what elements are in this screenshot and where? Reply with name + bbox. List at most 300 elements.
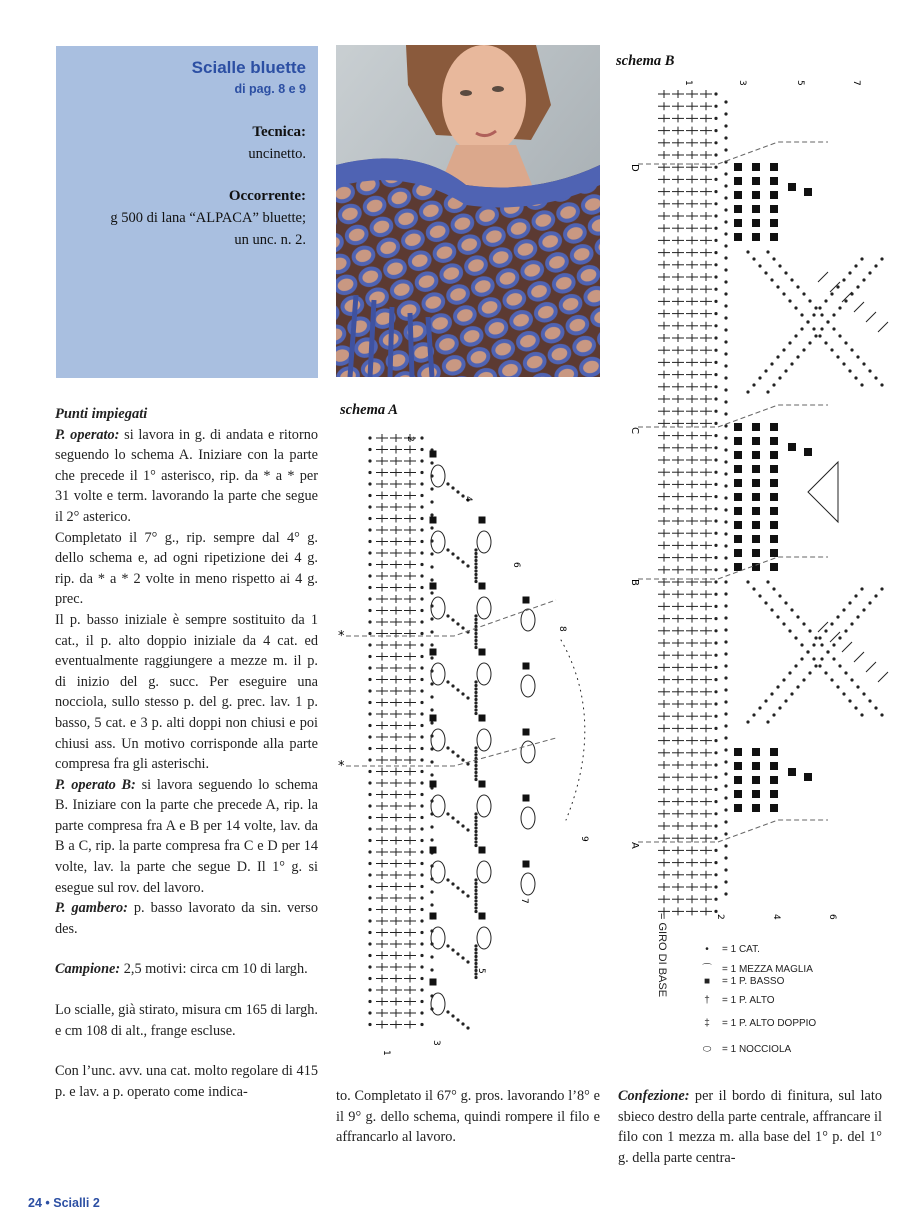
pattern-title: Scialle bluette: [191, 58, 306, 77]
chain-dot: [724, 592, 727, 595]
chain-dot: [794, 636, 797, 639]
text-gambero: p. basso lavorato da sin. verso des.: [55, 900, 318, 937]
chain-dot: [806, 650, 809, 653]
chain-dot: [752, 713, 755, 716]
chain-dot: [420, 816, 423, 819]
chain-dot: [776, 615, 779, 618]
chain-dot: [368, 758, 371, 761]
chain-dot: [880, 383, 883, 386]
basso-square: [430, 517, 437, 524]
chain-dot: [714, 812, 717, 815]
chain-dot: [474, 896, 477, 899]
chain-dot: [430, 955, 433, 958]
chain-dot: [368, 965, 371, 968]
chain-dot: [808, 671, 811, 674]
chain-dot: [848, 699, 851, 702]
term-campione: Campione:: [55, 961, 121, 978]
chain-dot: [848, 369, 851, 372]
chain-dot: [724, 184, 727, 187]
treble-stitch: [830, 632, 840, 642]
chain-dot: [368, 528, 371, 531]
basso-square: [770, 479, 778, 487]
chain-dot: [776, 685, 779, 688]
nut-stitch: [521, 807, 535, 829]
chain-dot: [724, 256, 727, 259]
chain-dot: [451, 486, 454, 489]
chain-dot: [368, 908, 371, 911]
model-photo-illustration: [336, 45, 600, 377]
nut-stitch: [431, 663, 445, 685]
chain-dot: [474, 878, 477, 881]
basso-square: [430, 913, 437, 920]
chain-dot: [714, 410, 717, 413]
basso-square: [804, 773, 812, 781]
chain-dot: [778, 594, 781, 597]
chain-dot: [724, 388, 727, 391]
chain-dot: [714, 519, 717, 522]
chain-dot: [724, 232, 727, 235]
basso-square: [734, 804, 742, 812]
legend-item-mezza-maglia: [692, 960, 813, 975]
chain-dot: [778, 376, 781, 379]
chain-dot: [474, 760, 477, 763]
chain-dot: [420, 689, 423, 692]
chain-dot: [714, 153, 717, 156]
fan-stitch: [808, 462, 838, 522]
chain-dot: [862, 692, 865, 695]
chain-dot: [474, 885, 477, 888]
chain-dot: [758, 706, 761, 709]
chain-dot: [724, 244, 727, 247]
basso-square: [752, 762, 760, 770]
chain-dot: [714, 117, 717, 120]
basso-square: [788, 443, 796, 451]
chain-dot: [818, 664, 821, 667]
chain-dot: [451, 1014, 454, 1017]
chain-dot: [430, 565, 433, 568]
paragraph-campione: [55, 959, 318, 980]
basso-square: [479, 715, 486, 722]
chain-dot: [474, 844, 477, 847]
row-number: 2: [405, 436, 415, 442]
basso-square: [734, 479, 742, 487]
occorrente-line-2: un unc. n. 2.: [234, 232, 306, 248]
chain-dot: [714, 641, 717, 644]
chain-dot: [844, 629, 847, 632]
chain-dot: [724, 892, 727, 895]
chain-dot: [474, 837, 477, 840]
chain-dot: [420, 448, 423, 451]
chain-dot: [782, 622, 785, 625]
square-icon: ■: [703, 976, 711, 987]
text-campione: 2,5 motivi: circa cm 10 di largh.: [120, 961, 308, 978]
chain-dot: [714, 251, 717, 254]
chain-dot: [724, 832, 727, 835]
chain-dot: [368, 850, 371, 853]
chain-dot: [724, 316, 727, 319]
nut-stitch: [431, 927, 445, 949]
chain-dot: [820, 643, 823, 646]
chain-dot: [824, 299, 827, 302]
chain-dot: [808, 299, 811, 302]
chain-dot: [714, 739, 717, 742]
basso-square: [734, 205, 742, 213]
chain-dot: [746, 390, 749, 393]
basso-square: [770, 465, 778, 473]
chain-dot: [724, 544, 727, 547]
chain-dot: [724, 880, 727, 883]
chain-dot: [451, 552, 454, 555]
chain-dot: [830, 348, 833, 351]
chain-dot: [854, 706, 857, 709]
chain-dot: [724, 580, 727, 583]
chain-dot: [836, 615, 839, 618]
chain-dot: [714, 861, 717, 864]
chain-dot: [420, 793, 423, 796]
chain-dot: [420, 574, 423, 577]
chain-dot: [430, 591, 433, 594]
chain-dot: [474, 955, 477, 958]
chain-dot: [474, 892, 477, 895]
chain-dot: [451, 948, 454, 951]
chain-dot: [850, 348, 853, 351]
chain-dot: [788, 671, 791, 674]
chain-dot: [420, 1000, 423, 1003]
chain-dot: [474, 767, 477, 770]
chain-dot: [802, 622, 805, 625]
chain-dot: [420, 735, 423, 738]
chain-dot: [796, 615, 799, 618]
chain-dot: [832, 313, 835, 316]
chain-dot: [474, 701, 477, 704]
chain-dot: [714, 873, 717, 876]
chain-dot: [714, 227, 717, 230]
chain-dot: [474, 618, 477, 621]
nut-stitch: [431, 795, 445, 817]
legend-item-p-alto-doppio: [692, 1018, 816, 1029]
chain-dot: [474, 555, 477, 558]
chain-dot: [474, 944, 477, 947]
basso-square: [770, 423, 778, 431]
chain-dot: [474, 753, 477, 756]
chain-dot: [724, 640, 727, 643]
chain-dot: [368, 804, 371, 807]
chain-dot: [724, 784, 727, 787]
chain-dot: [474, 691, 477, 694]
chain-dot: [802, 678, 805, 681]
chain-dot: [724, 760, 727, 763]
chain-dot: [456, 886, 459, 889]
basso-square: [770, 748, 778, 756]
legend-label: = 1 MEZZA MAGLIA: [722, 964, 813, 975]
chain-dot: [430, 695, 433, 698]
row-number: 4: [463, 496, 473, 502]
chain-dot: [474, 566, 477, 569]
basso-square: [770, 205, 778, 213]
chain-dot: [820, 657, 823, 660]
basso-square: [788, 768, 796, 776]
chain-dot: [724, 652, 727, 655]
basso-square: [734, 163, 742, 171]
chain-dot: [474, 882, 477, 885]
paragraph-details: Il p. basso iniziale è sempre sostituito da 1 cat., il p. alto doppio iniziale da 4 cat. ed eventualmente raggiungere a mezze m. il p. di inizio del g. succ. Per eseguire una nocciola, sullo stesso p. del g. prec. lav. 1 p. basso, 5 cat. e 3 p. alti doppi non chiusi e poi chiusi ass. Un motivo corrisponde alla parte compresa fra gli asterischi.: [55, 611, 318, 773]
chain-dot: [800, 327, 803, 330]
chain-dot: [782, 678, 785, 681]
chain-dot: [784, 271, 787, 274]
basso-square: [770, 804, 778, 812]
basso-square: [479, 583, 486, 590]
chain-dot: [724, 424, 727, 427]
page-reference: di pag. 8 e 9: [234, 82, 306, 96]
chain-dot: [794, 664, 797, 667]
chain-dot: [772, 713, 775, 716]
basso-square: [752, 177, 760, 185]
chain-dot: [446, 614, 449, 617]
row-number: 7: [519, 898, 529, 904]
chain-dot: [844, 341, 847, 344]
chain-dot: [778, 706, 781, 709]
chain-dot: [420, 563, 423, 566]
row-number: 6: [511, 562, 521, 568]
chain-dot: [776, 355, 779, 358]
chain-dot: [456, 1018, 459, 1021]
repeat-line: [346, 600, 556, 636]
paragraph-start: Con l’unc. avv. una cat. molto regolare di 415 p. e lav. a p. operato come indica-: [55, 1063, 318, 1100]
basso-square: [479, 913, 486, 920]
chain-dot: [860, 383, 863, 386]
chain-dot: [714, 471, 717, 474]
basso-square: [734, 776, 742, 784]
chain-dot: [824, 341, 827, 344]
chain-dot: [420, 919, 423, 922]
basso-square: [752, 191, 760, 199]
chain-dot: [790, 692, 793, 695]
chain-dot: [814, 664, 817, 667]
chain-dot: [368, 586, 371, 589]
chain-dot: [474, 642, 477, 645]
chain-dot: [451, 750, 454, 753]
chain-dot: [461, 956, 464, 959]
term-punto-operato: P. operato:: [55, 426, 120, 443]
chain-dot: [812, 643, 815, 646]
repeat-asterisk: *: [338, 629, 345, 644]
chain-dot: [808, 629, 811, 632]
basso-square: [752, 790, 760, 798]
chain-dot: [368, 919, 371, 922]
chain-dot: [430, 682, 433, 685]
chain-dot: [776, 285, 779, 288]
chain-dot: [818, 334, 821, 337]
basso-square: [479, 517, 486, 524]
chain-dot: [724, 364, 727, 367]
chain-dot: [420, 781, 423, 784]
chain-dot: [456, 754, 459, 757]
chain-dot: [714, 178, 717, 181]
chain-dot: [752, 383, 755, 386]
chain-dot: [844, 299, 847, 302]
chain-dot: [420, 827, 423, 830]
chain-dot: [746, 250, 749, 253]
chain-dot: [430, 838, 433, 841]
chain-dot: [724, 748, 727, 751]
chain-dot: [714, 361, 717, 364]
chain-dot: [420, 632, 423, 635]
chain-dot: [368, 459, 371, 462]
chain-dot: [451, 684, 454, 687]
chain-dot: [800, 657, 803, 660]
chain-dot: [714, 763, 717, 766]
chain-dot: [474, 548, 477, 551]
chain-dot: [446, 812, 449, 815]
chain-dot: [724, 628, 727, 631]
chain-dot: [420, 1023, 423, 1026]
repeat-line: [638, 557, 828, 579]
chain-dot: [714, 898, 717, 901]
chain-dot: [714, 800, 717, 803]
basso-square: [752, 451, 760, 459]
chain-dot: [714, 202, 717, 205]
chain-dot: [824, 629, 827, 632]
chain-dot: [714, 507, 717, 510]
repeat-mark: B: [629, 579, 640, 586]
chain-dot: [368, 954, 371, 957]
text-confezione: per il bordo di finitura, sul lato sbieco destro della parte centrale, affrancare il filo con 1 mezza m. alla base del 1° p. del 1° g. della parte centra-: [618, 1088, 882, 1166]
chain-dot: [368, 471, 371, 474]
chain-dot: [456, 556, 459, 559]
chain-dot: [420, 597, 423, 600]
chain-dot: [714, 105, 717, 108]
chain-dot: [724, 520, 727, 523]
chain-dot: [461, 692, 464, 695]
chain-dot: [466, 696, 469, 699]
chain-dot: [724, 676, 727, 679]
chain-dot: [420, 643, 423, 646]
chain-dot: [724, 484, 727, 487]
chain-dot: [874, 594, 877, 597]
chain-dot: [466, 960, 469, 963]
chain-dot: [724, 112, 727, 115]
paragraph-confezione: [618, 1086, 882, 1168]
chain-dot: [368, 793, 371, 796]
chain-dot: [714, 141, 717, 144]
chain-dot: [772, 587, 775, 590]
chain-dot: [724, 772, 727, 775]
chain-dot: [784, 369, 787, 372]
basso-square: [734, 549, 742, 557]
chain-dot: [796, 355, 799, 358]
row-number: 6: [827, 914, 837, 920]
basso-square: [430, 781, 437, 788]
chain-dot: [714, 532, 717, 535]
chain-dot: [812, 327, 815, 330]
chain-dot: [368, 563, 371, 566]
nut-stitch: [521, 873, 535, 895]
chain-dot: [368, 678, 371, 681]
chain-dot: [714, 239, 717, 242]
chain-dot: [724, 868, 727, 871]
chain-dot: [474, 632, 477, 635]
chain-dot: [848, 601, 851, 604]
chain-dot: [430, 513, 433, 516]
chain-dot: [368, 931, 371, 934]
chain-dot: [420, 655, 423, 658]
chain-dot: [800, 313, 803, 316]
chain-dot: [842, 692, 845, 695]
chain-dot: [430, 461, 433, 464]
legend-label: = 1 P. ALTO: [722, 995, 775, 1006]
chain-dot: [832, 657, 835, 660]
chain-dot: [368, 448, 371, 451]
model-photo: [336, 45, 600, 377]
chain-dot: [714, 910, 717, 913]
chain-dot: [862, 608, 865, 611]
basso-square: [752, 437, 760, 445]
schema-a-chart: [336, 420, 606, 1060]
chain-dot: [474, 906, 477, 909]
chain-dot: [420, 494, 423, 497]
chain-dot: [770, 608, 773, 611]
chain-dot: [764, 699, 767, 702]
chain-dot: [788, 341, 791, 344]
chain-dot: [764, 271, 767, 274]
chain-dot: [420, 540, 423, 543]
chain-dot: [474, 635, 477, 638]
paragraph-punto-operato-b: [55, 775, 318, 899]
chain-dot: [772, 383, 775, 386]
chain-dot: [782, 348, 785, 351]
chain-dot: [474, 552, 477, 555]
chain-dot: [714, 92, 717, 95]
chain-dot: [420, 505, 423, 508]
chain-dot: [368, 781, 371, 784]
paragraph-measurements: Lo scialle, già stirato, misura cm 165 di largh. e cm 108 di alt., frange escluse.: [55, 1002, 318, 1039]
basso-square: [479, 649, 486, 656]
chain-dot: [724, 700, 727, 703]
chain-dot: [826, 320, 829, 323]
basso-square: [770, 493, 778, 501]
chain-dot: [714, 751, 717, 754]
legend-item-p-basso: [692, 976, 784, 987]
chain-dot: [724, 196, 727, 199]
chain-dot: [474, 812, 477, 815]
chain-dot: [430, 656, 433, 659]
basso-square: [734, 493, 742, 501]
chain-dot: [456, 622, 459, 625]
basso-square: [734, 177, 742, 185]
chain-dot: [802, 348, 805, 351]
chain-dot: [430, 773, 433, 776]
legend-item-nocciola: [692, 1044, 791, 1055]
chain-dot: [724, 124, 727, 127]
chain-dot: [446, 548, 449, 551]
chain-dot: [758, 376, 761, 379]
chain-dot: [714, 483, 717, 486]
chain-dot: [724, 136, 727, 139]
basso-square: [752, 507, 760, 515]
basso-square: [770, 191, 778, 199]
chain-dot: [368, 597, 371, 600]
chain-dot: [746, 720, 749, 723]
chain-dot: [724, 844, 727, 847]
nut-stitch: [477, 597, 491, 619]
chain-dot: [474, 910, 477, 913]
legend-label: = 1 CAT.: [722, 944, 760, 955]
basso-square: [734, 748, 742, 756]
basso-square: [752, 219, 760, 227]
chain-dot: [420, 712, 423, 715]
basso-square: [770, 437, 778, 445]
basso-square: [430, 451, 437, 458]
